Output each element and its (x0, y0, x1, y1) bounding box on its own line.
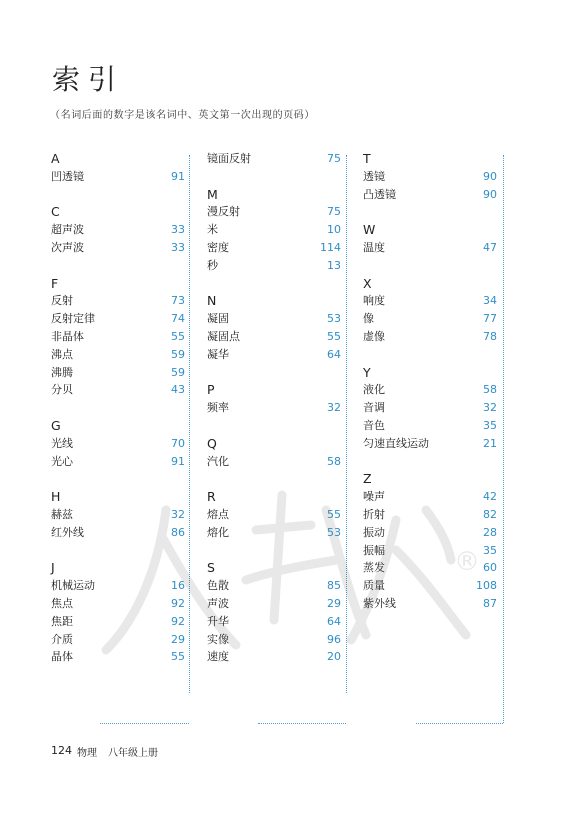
section-gap (51, 542, 185, 560)
index-term: 漫反射 (207, 205, 240, 219)
section-letter-label: R (207, 489, 216, 505)
index-page-number: 28 (483, 525, 497, 539)
section-letter (207, 435, 341, 453)
index-entry (207, 595, 341, 613)
index-term: 实像 (207, 632, 229, 646)
index-entry (363, 595, 497, 613)
index-term: 音色 (363, 418, 385, 432)
index-term: 镜面反射 (207, 152, 251, 165)
section-gap (51, 186, 185, 204)
index-entry (363, 310, 497, 328)
index-page-number: 64 (327, 347, 341, 361)
index-term: 非晶体 (51, 329, 84, 343)
index-entry (363, 186, 497, 204)
index-entry (207, 310, 341, 328)
index-term: 次声波 (51, 240, 84, 254)
section-letter-label: Y (363, 364, 371, 380)
index-entry (51, 435, 185, 453)
section-gap (363, 203, 497, 221)
index-page-number: 21 (483, 436, 497, 450)
index-page-number: 75 (327, 205, 341, 219)
index-entry (51, 453, 185, 471)
index-page-number: 87 (483, 596, 497, 610)
index-entry (207, 150, 341, 168)
index-entry (51, 239, 185, 257)
index-page-number: 90 (483, 187, 497, 201)
index-page-number: 35 (483, 543, 497, 557)
index-term: 凸透镜 (363, 187, 396, 201)
index-page-number: 86 (171, 525, 185, 539)
index-entry (51, 613, 185, 631)
page-title: 索引 (52, 63, 125, 96)
section-letter-label: G (51, 417, 61, 433)
index-page-number: 60 (483, 561, 497, 575)
index-entry (207, 453, 341, 471)
index-page-number: 47 (483, 240, 497, 254)
index-term: 升华 (207, 614, 229, 628)
index-page-number: 58 (483, 383, 497, 397)
section-letter-label: N (207, 293, 217, 309)
index-page-number: 108 (476, 579, 497, 593)
section-letter (51, 488, 185, 506)
index-term: 焦距 (51, 614, 73, 628)
index-page-number: 55 (327, 507, 341, 521)
index-entry (51, 364, 185, 382)
index-page-number: 114 (320, 240, 341, 254)
index-term: 机械运动 (51, 579, 95, 593)
index-term: 透镜 (363, 169, 385, 183)
index-page-number: 59 (171, 365, 185, 379)
section-letter-label: Z (363, 471, 372, 487)
section-letter-label: M (207, 186, 218, 202)
section-letter (363, 364, 497, 382)
index-page-number: 74 (171, 312, 185, 326)
index-entry (363, 577, 497, 595)
index-entry (51, 631, 185, 649)
index-term: 蒸发 (363, 561, 385, 575)
index-entry (207, 631, 341, 649)
column-rule-1 (189, 155, 190, 693)
index-entry (207, 221, 341, 239)
index-term: 噪声 (363, 490, 385, 504)
index-page-number: 32 (171, 507, 185, 521)
column-rule-2 (346, 155, 347, 693)
index-entry (207, 506, 341, 524)
index-column-2 (207, 150, 341, 666)
index-term: 虚像 (363, 329, 385, 343)
index-term: 超声波 (51, 223, 84, 237)
index-entry (363, 435, 497, 453)
section-gap (51, 470, 185, 488)
bottom-rule-3 (416, 723, 503, 724)
section-gap (207, 275, 341, 293)
section-gap (207, 542, 341, 560)
index-page-number: 92 (171, 614, 185, 628)
index-term: 频率 (207, 401, 229, 415)
index-term: 响度 (363, 294, 385, 308)
registered-mark: ® (454, 547, 480, 577)
section-letter-label: X (363, 275, 372, 291)
index-page-number: 55 (171, 329, 185, 343)
section-letter-label: P (207, 382, 215, 398)
index-entry (51, 595, 185, 613)
index-term: 秒 (207, 258, 218, 272)
index-page-number: 53 (327, 525, 341, 539)
index-term: 米 (207, 223, 218, 237)
index-entry (207, 648, 341, 666)
index-entry (207, 577, 341, 595)
index-page-number: 73 (171, 294, 185, 308)
section-letter-label: A (51, 151, 60, 166)
index-term: 凝固 (207, 312, 229, 326)
index-page-number: 92 (171, 596, 185, 610)
section-gap (207, 364, 341, 382)
index-page-number: 77 (483, 312, 497, 326)
index-entry (51, 292, 185, 310)
index-entry (51, 577, 185, 595)
index-term: 焦点 (51, 596, 73, 610)
index-entry (363, 328, 497, 346)
index-page-number: 29 (171, 632, 185, 646)
index-page-number: 70 (171, 436, 185, 450)
index-entry (207, 257, 341, 275)
index-term: 质量 (363, 579, 385, 593)
index-term: 密度 (207, 240, 229, 254)
index-page-number: 35 (483, 418, 497, 432)
index-page-number: 32 (483, 401, 497, 415)
index-term: 音调 (363, 401, 385, 415)
section-gap (363, 453, 497, 471)
index-entry (207, 399, 341, 417)
section-letter-label: C (51, 204, 60, 220)
index-page-number: 91 (171, 169, 185, 183)
index-page-number: 42 (483, 490, 497, 504)
index-page-number: 43 (171, 383, 185, 397)
section-gap (51, 399, 185, 417)
section-letter (363, 221, 497, 239)
index-entry (51, 168, 185, 186)
section-letter-label: Q (207, 435, 217, 451)
index-page-number: 90 (483, 169, 497, 183)
index-term: 振幅 (363, 543, 385, 557)
index-column-1 (51, 150, 185, 666)
index-term: 光心 (51, 454, 73, 468)
section-gap (51, 257, 185, 275)
index-entry (363, 399, 497, 417)
index-entry (363, 506, 497, 524)
index-page-number: 10 (327, 223, 341, 237)
index-term: 熔点 (207, 507, 229, 521)
section-letter-label: H (51, 489, 61, 505)
section-letter (207, 292, 341, 310)
index-term: 汽化 (207, 454, 229, 468)
index-entry (363, 524, 497, 542)
section-gap (207, 417, 341, 435)
section-letter-label: W (363, 222, 376, 238)
section-letter-label: T (363, 151, 371, 166)
section-letter (207, 381, 341, 399)
index-page-number: 34 (483, 294, 497, 308)
section-letter (51, 275, 185, 293)
index-term: 晶体 (51, 650, 73, 664)
index-term: 紫外线 (363, 596, 396, 610)
index-term: 沸点 (51, 347, 73, 361)
section-letter (51, 150, 185, 168)
index-page-number: 16 (171, 579, 185, 593)
index-entry (51, 524, 185, 542)
section-letter-label: S (207, 560, 215, 576)
index-term: 声波 (207, 596, 229, 610)
section-letter (51, 559, 185, 577)
index-page-number: 20 (327, 650, 341, 664)
index-term: 红外线 (51, 525, 84, 539)
index-term: 速度 (207, 650, 229, 664)
section-gap (363, 257, 497, 275)
index-term: 熔化 (207, 525, 229, 539)
index-page-number: 91 (171, 454, 185, 468)
section-gap (207, 168, 341, 186)
section-letter (207, 488, 341, 506)
index-entry (363, 488, 497, 506)
index-entry (363, 417, 497, 435)
index-entry (363, 168, 497, 186)
index-term: 折射 (363, 507, 385, 521)
index-entry (51, 381, 185, 399)
column-rule-3 (503, 155, 504, 723)
index-page-number: 13 (327, 258, 341, 272)
footer-subject: 物理 (77, 748, 97, 759)
index-term: 液化 (363, 383, 385, 397)
index-subtitle: （名词后面的数字是该名词中、英文第一次出现的页码） (50, 110, 315, 121)
index-entry (363, 381, 497, 399)
index-entry (51, 346, 185, 364)
section-letter (363, 150, 497, 168)
index-term: 反射 (51, 294, 73, 308)
index-entry (363, 239, 497, 257)
section-gap (363, 346, 497, 364)
index-term: 凹透镜 (51, 169, 84, 183)
index-term: 色散 (207, 579, 229, 593)
index-term: 分贝 (51, 383, 73, 397)
footer-page-number: 124 (51, 744, 72, 757)
section-letter (363, 275, 497, 293)
index-entry (207, 328, 341, 346)
index-page-number: 53 (327, 312, 341, 326)
section-letter (51, 417, 185, 435)
index-entry (207, 239, 341, 257)
index-entry (207, 203, 341, 221)
index-page-number: 96 (327, 632, 341, 646)
index-page-number: 32 (327, 401, 341, 415)
index-term: 反射定律 (51, 312, 95, 326)
index-term: 介质 (51, 632, 73, 646)
index-term: 振动 (363, 525, 385, 539)
index-term: 凝华 (207, 347, 229, 361)
footer-volume: 八年级上册 (108, 748, 158, 759)
section-letter-label: F (51, 275, 59, 291)
index-page-number: 55 (327, 329, 341, 343)
index-term: 赫兹 (51, 507, 73, 521)
index-page-number: 55 (171, 650, 185, 664)
index-entry (51, 328, 185, 346)
index-term: 匀速直线运动 (363, 436, 429, 450)
section-letter (207, 186, 341, 204)
index-entry (51, 221, 185, 239)
index-term: 凝固点 (207, 329, 240, 343)
index-page-number: 29 (327, 596, 341, 610)
index-page-number: 78 (483, 329, 497, 343)
index-page-number: 64 (327, 614, 341, 628)
index-page-number: 33 (171, 223, 185, 237)
index-term: 光线 (51, 436, 73, 450)
index-entry (363, 292, 497, 310)
index-page-number: 75 (327, 152, 341, 165)
index-entry (207, 524, 341, 542)
index-entry (363, 559, 497, 577)
section-letter (363, 470, 497, 488)
index-page-number: 85 (327, 579, 341, 593)
index-entry (207, 613, 341, 631)
index-entry (51, 648, 185, 666)
bottom-rule-2 (258, 723, 346, 724)
index-entry (363, 542, 497, 560)
index-term: 沸腾 (51, 365, 73, 379)
section-letter (207, 559, 341, 577)
section-letter (51, 203, 185, 221)
page-footer (51, 744, 158, 759)
index-column-3 (363, 150, 497, 613)
index-term: 像 (363, 312, 374, 326)
section-gap (207, 470, 341, 488)
index-entry (51, 506, 185, 524)
index-entry (51, 310, 185, 328)
index-term: 温度 (363, 240, 385, 254)
index-page-number: 82 (483, 507, 497, 521)
section-letter-label: J (51, 560, 55, 576)
bottom-rule-1 (100, 723, 189, 724)
index-page-number: 58 (327, 454, 341, 468)
index-entry (207, 346, 341, 364)
index-page-number: 33 (171, 240, 185, 254)
index-page-number: 59 (171, 347, 185, 361)
